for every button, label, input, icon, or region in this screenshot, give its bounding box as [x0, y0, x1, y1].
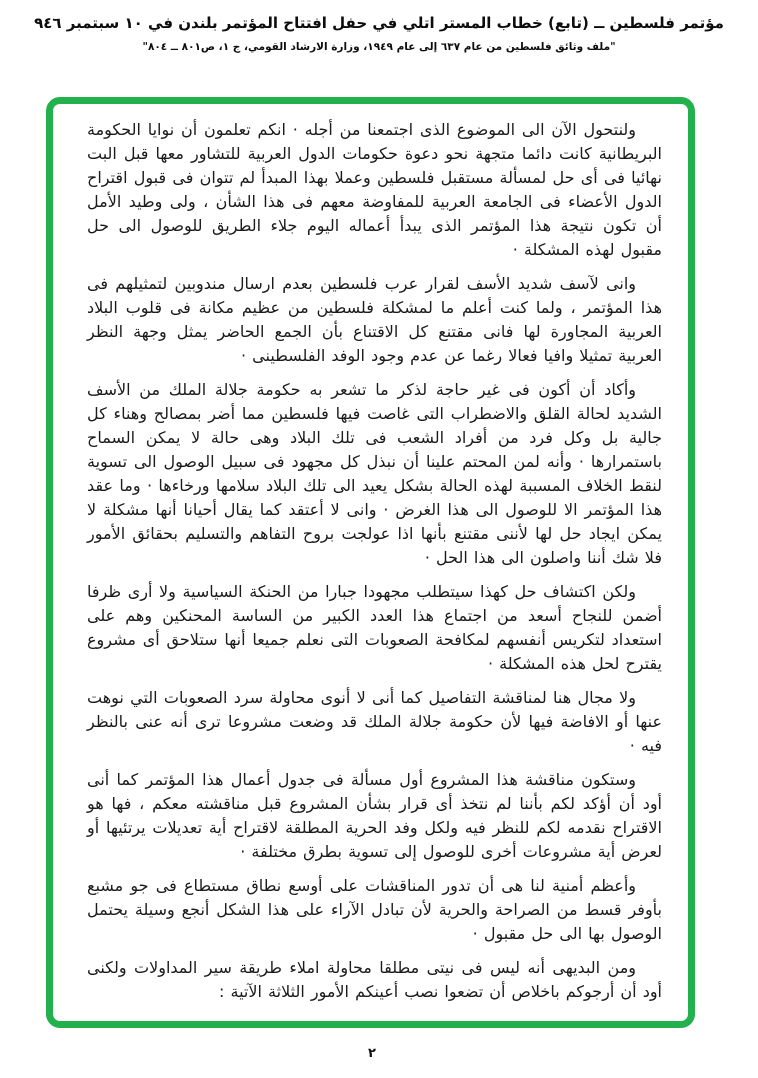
paragraph: ولا مجال هنا لمناقشة التفاصيل كما أنى لا أنوى محاولة سرد الصعوبات التي نوهت عنها أو الافاضة فيها لأن حكومة جلالة الملك قد وضعت مشروعا ترى أنه عنى بالنظر فيه ·: [87, 688, 662, 755]
paragraph: وانى لآسف شديد الأسف لقرار عرب فلسطين بعدم ارسال مندوبين لتمثيلهم فى هذا المؤتمر ، ولما كنت أعلم ما لمشكلة فلسطين من عظيم مكانة فى قلوب البلاد العربية المجاورة لها فانى مقتنع كل الاقتناع بأن الجمع الحاضر يمثل وجهة النظر العربية تمثيلا وافيا فعالا رغما عن عدم وجود الوفد الفلسطينى ·: [87, 274, 662, 365]
paragraph: وستكون مناقشة هذا المشروع أول مسألة فى جدول أعمال هذا المؤتمر كما أنى أود أن أؤكد لكم بأننا لم نتخذ أى قرار بشأن المشروع قبل مناقشته معكم ، فها هو الاقتراح نقدمه لكم للنظر فيه ولكل وفد الحرية المطلقة لاقتراح أية تعديلات يرتئيها أو لعرض أية مشروعات أخرى للوصول إلى تسوية بطرق مختلفة ·: [87, 770, 662, 861]
paragraph: ولكن اكتشاف حل كهذا سيتطلب مجهودا جبارا من الحنكة السياسية ولا أرى ظرفا أضمن للنجاح أسعد من اجتماع هذا العدد الكبير من الساسة المحنكين وهم على استعداد لتكريس أنفسهم لمكافحة الصعوبات التى نعلم جميعا أنها ستلاحق أى مشروع يقترح لحل هذه المشكلة ·: [87, 582, 662, 673]
paragraph: ومن البديهى أنه ليس فى نيتى مطلقا محاولة املاء طريقة سير المداولات ولكنى أود أن أرجوكم باخلاص أن تضعوا نصب أعينكم الأمور الثلاثة الآتية :: [87, 958, 662, 1001]
paragraph: وأعظم أمنية لنا هى أن تدور المناقشات على أوسع نطاق مستطاع فى جو مشبع بأوفر قسط من الصراحة والحرية لأن تبادل الآراء على هذا الشكل أنجع وسيلة يحتمل الوصول بها الى حل مقبول ·: [87, 876, 662, 943]
document-title: مؤتمر فلسطين ــ (تابع) خطاب المستر اتلي في حفل افتتاح المؤتمر بلندن في ١٠ سبتمبر ٩٤٦: [34, 14, 724, 32]
paragraph: وأكاد أن أكون فى غير حاجة لذكر ما تشعر به حكومة جلالة الملك من الأسف الشديد لحالة القلق والاضطراب التى غاصت فيها فلسطين مما أضر بمصالح وهناء كل جالية بل وكل فرد من أفراد الشعب فى تلك البلاد وهى حالة لا يمكن السماح باستمرارها · وأنه لمن المحتم علينا أن نبذل كل مجهود فى سبيل الوصول الى تسوية لنقط الخلاف المسببة لهذه الحالة بشكل يعيد الى تلك البلاد سلامها ورخاءها · وما عقد هذا المؤتمر الا للوصول الى هذا الغرض · وانى لا أعتقد كما يقال أحيانا أنها مشكلة لا يمكن ايجاد حل لها لأننى مقتنع بأنها اذا عولجت بروح التفاهم والتسليم بحقائق الأمور فلا شك أننا واصلون الى هذا الحل ·: [87, 380, 662, 567]
document-source-citation: "ملف وثائق فلسطين من عام ٦٣٧ إلى عام ١٩٤٩، وزارة الارشاد القومي، ج ١، ص٨٠١ ــ ٨٠٤": [142, 41, 616, 53]
paragraph: ولنتحول الآن الى الموضوع الذى اجتمعنا من أجله · انكم تعلمون أن نوايا الحكومة البريطانية كانت دائما متجهة نحو دعوة حكومات الدول العربية للتشاور معها قبل البت نهائيا فى أى حل لمسألة مستقبل فلسطين وعملا بهذا المبدأ لم تتوان فى قبول اقتراح الدول الأعضاء فى الجامعة العربية للمفاوضة معهم فى هذا الشأن ، ولى وطيد الأمل أن تكون نتيجة هذا المؤتمر الذى يبدأ أعماله اليوم جلاء الطريق للوصول الى حل مقبول لهذه المشكلة ·: [87, 120, 662, 259]
page-number: ٢: [368, 1046, 376, 1061]
page-header: [0, 14, 758, 53]
content-frame: [46, 97, 695, 1028]
